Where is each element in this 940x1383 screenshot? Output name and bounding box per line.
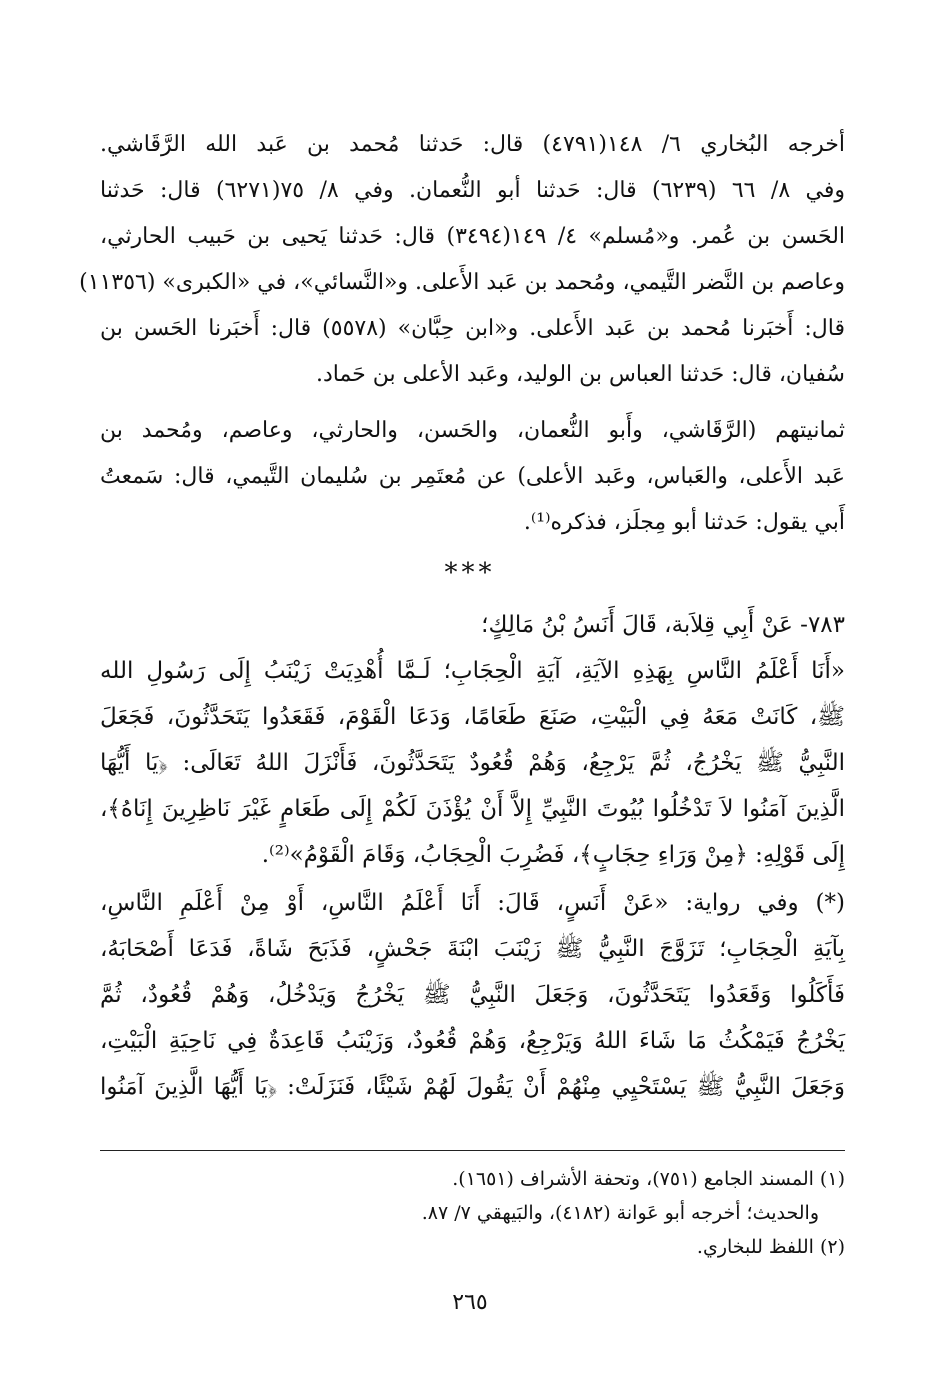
text-line: أَبي يقول: حَدثنا أبو مِجلَز، فذكره⁽¹⁾. bbox=[523, 510, 845, 535]
text-line: أخرجه البُخاري ٦/ ١٤٨(٤٧٩١) قال: حَدثنا مُحمد بن عَبد الله الرَّقَاشي. bbox=[100, 132, 846, 157]
text-line: عَبد الأَعلى، والعَباس، وعَبد الأعلى) عن مُعتَمِر بن سُليمان التَّيمي، قال: سَمعتُ bbox=[100, 464, 845, 489]
text-line: وعاصم بن النَّضر التَّيمي، ومُحمد بن عَبد الأَعلى. و«النَّسائي»، في «الكبرى» (١١٣٥٦) bbox=[79, 270, 845, 295]
section-separator: *** bbox=[444, 558, 496, 588]
page-number: ٢٦٥ bbox=[452, 1290, 488, 1315]
footnote-divider bbox=[100, 1150, 845, 1151]
text-line: وَجَعَلَ النَّبِيُّ ﷺ يَسْتَحْيِي مِنْهُمْ أَنْ يَقُولَ لَهُمْ شَيْئًا، فَنَزَلَتْ: ﴿يَا أَيُّهَا الَّذِينَ آمَنُوا bbox=[100, 1074, 845, 1100]
footnote-2: (٢) اللفظ للبخاري. bbox=[696, 1236, 845, 1258]
text-line: قال: أَخبَرنا مُحمد بن عَبد الأَعلى. و«ابن حِبَّان» (٥٥٧٨) قال: أَخبَرنا الحَسن بن bbox=[100, 316, 846, 341]
riwaya-text bbox=[100, 880, 845, 1110]
text-line: فَأَكَلُوا وَقَعَدُوا يَتَحَدَّثُونَ، وَجَعَلَ النَّبِيُّ ﷺ يَخْرُجُ وَيَدْخُلُ، وَهُمْ قُعُودٌ، ثُمَّ bbox=[100, 982, 845, 1008]
text-line: النَّبِيُّ ﷺ يَخْرُجُ، ثُمَّ يَرْجِعُ، وَهُمْ قُعُودٌ يَتَحَدَّثُونَ، فَأَنْزَلَ اللهُ تَعَالَى: ﴿يَا أَيُّهَا bbox=[100, 750, 845, 776]
text-line: سُفيان، قال: حَدثنا العباس بن الوليد، وعَبد الأعلى بن حَماد. bbox=[315, 362, 845, 387]
footnote-1-continued: والحديث؛ أخرجه أبو عَوانة (٤١٨٢)، والبَيهقي ٧/ ٨٧. bbox=[421, 1202, 819, 1224]
footnotes bbox=[100, 1162, 845, 1264]
text-line: بِآيَةِ الْحِجَابِ؛ تَزَوَّجَ النَّبِيُّ ﷺ زَيْنَبَ ابْنَةَ جَحْشٍ، فَذَبَحَ شَاةً، فَدَعَا أَصْحَابَهُ، bbox=[100, 936, 845, 962]
text-line: ثمانيتهم (الرَّقَاشي، وأَبو النُّعمان، والحَسن، والحارثي، وعاصم، ومُحمد بن bbox=[100, 418, 845, 443]
summary-paragraph bbox=[100, 408, 845, 546]
hadith-heading: ٧٨٣- عَنْ أَبِي قِلاَبة، قَالَ أَنَسُ بْنُ مَالِكٍ؛ bbox=[481, 612, 845, 638]
takhrij-paragraph bbox=[79, 122, 846, 398]
text-line: (*) وفي رواية: «عَنْ أَنَسٍ، قَالَ: أَنَا أَعْلَمُ النَّاسِ، أَوْ مِنْ أَعْلَمِ النَّاسِ، bbox=[100, 890, 845, 916]
text-line: إِلَى قَوْلِهِ: ﴿مِنْ وَرَاءِ حِجَابٍ﴾، فَضُرِبَ الْحِجَابُ، وَقَامَ الْقَوْمُ»⁽²⁾. bbox=[261, 842, 845, 868]
footnote-1: (١) المسند الجامع (٧٥١)، وتحفة الأشراف (١٦٥١). bbox=[452, 1168, 845, 1190]
text-line: الحَسن بن عُمر. و«مُسلم» ٤/ ١٤٩(٣٤٩٤) قال: حَدثنا يَحيى بن حَبيب الحارثي، bbox=[100, 224, 846, 249]
text-line: ﷺ، كَانَتْ مَعَهُ فِي الْبَيْتِ، صَنَعَ طَعَامًا، وَدَعَا الْقَوْمَ، فَقَعَدُوا يَتَحَدَّثُونَ، فَجَعَلَ bbox=[100, 704, 845, 730]
text-line: يَخْرُجُ فَيَمْكُثُ مَا شَاءَ اللهُ وَيَرْجِعُ، وَهُمْ قُعُودٌ، وَزَيْنَبُ قَاعِدَةٌ فِي نَاحِيَةِ الْبَيْتِ، bbox=[100, 1028, 845, 1054]
hadith-text bbox=[100, 602, 845, 878]
text-line: «أَنَا أَعْلَمُ النَّاسِ بِهَذِهِ الآيَةِ، آيَةِ الْحِجَابِ؛ لَـمَّا أُهْدِيَتْ زَيْنَبُ إِلَى رَسُولِ الله bbox=[100, 658, 845, 684]
text-line: وفي ٨/ ٦٦ (٦٢٣٩) قال: حَدثنا أبو النُّعمان. وفي ٨/ ٧٥(٦٢٧١) قال: حَدثنا bbox=[100, 178, 846, 203]
text-line: الَّذِينَ آمَنُوا لاَ تَدْخُلُوا بُيُوتَ النَّبِيِّ إِلاَّ أَنْ يُؤْذَنَ لَكُمْ إِلَى طَعَامٍ غَيْرَ نَاظِرِينَ إِنَاهُ﴾، bbox=[100, 796, 845, 822]
